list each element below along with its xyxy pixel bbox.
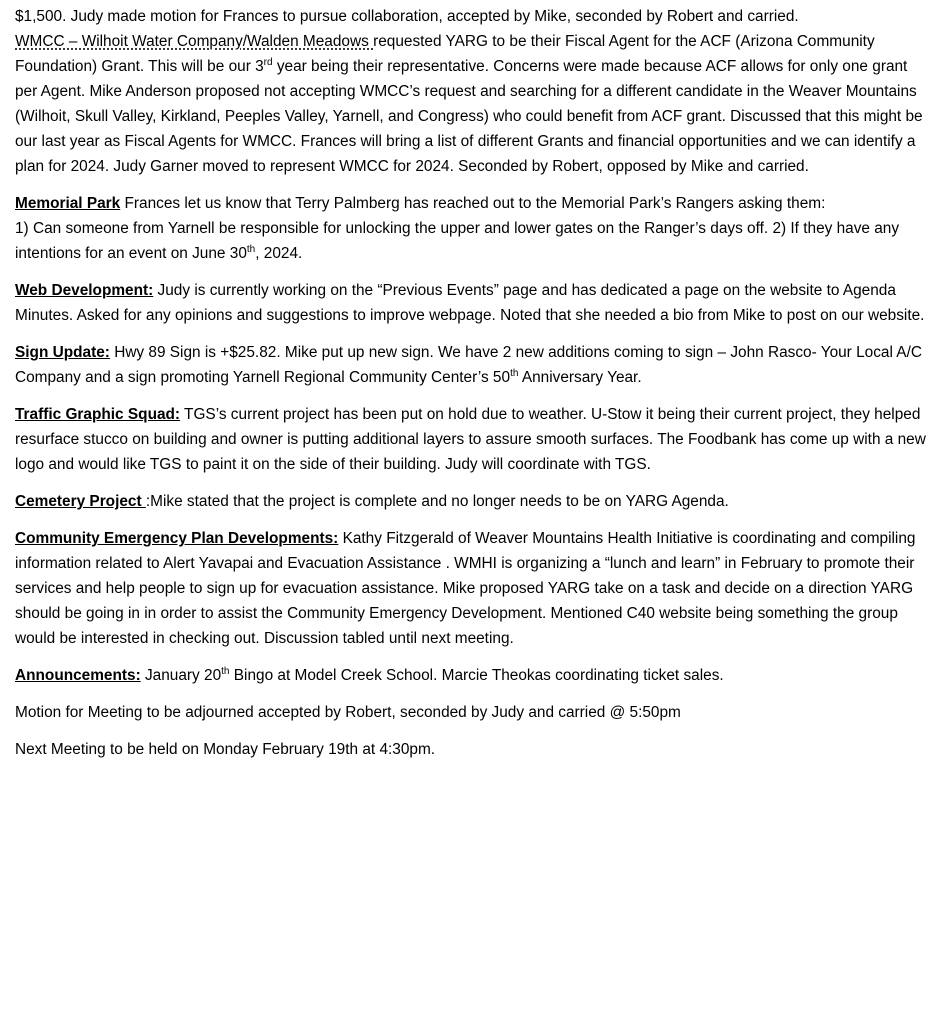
emergency-text: Kathy Fitzgerald of Weaver Mountains Health Initiative is coordinating and compiling information related to Alert Yavapai and Evacuation Assistance . WMHI is organizing a “lunch and learn” in February to promote their services and help people to sign up for evacuation assistance. Mike proposed YARG take on a task and decide on a direction YARG should be going in in order to assist the Community Emergency Development. Mentioned C40 website being something the group would be interested in checking out. Discussion tabled until next meeting. <box>15 530 916 647</box>
web-heading: Web Development: <box>15 282 154 299</box>
wmcc-sup: rd <box>263 56 273 68</box>
traffic-heading: Traffic Graphic Squad: <box>15 406 181 423</box>
announcements-section <box>15 663 929 688</box>
intro-paragraph <box>15 4 929 179</box>
cemetery-section <box>15 489 929 514</box>
web-text: Judy is currently working on the “Previous Events” page and has dedicated a page on the website to Agenda Minutes. Asked for any opinions and suggestions to improve webpage. Noted that she needed a bio from Mike to post on our website. <box>15 282 925 324</box>
announcements-sup: th <box>221 665 230 677</box>
web-section <box>15 278 929 328</box>
memorial-section <box>15 191 929 266</box>
wmcc-text-b: year being their representative. Concerns were made because ACF allows for only one grant per Agent. Mike Anderson proposed not accepting WMCC’s request and searching for a different candidate in the Weaver Mountains (Wilhoit, Skull Valley, Kirkland, Peeples Valley, Yarnell, and Congress) who could benefit from ACF grant. Discussed that this might be our last year as Fiscal Agents for WMCC. Frances will bring a list of different Grants and financial opportunities and we can identify a plan for 2024. Judy Garner moved to represent WMCC for 2024. Seconded by Robert, opposed by Mike and carried. <box>15 58 923 175</box>
traffic-text: TGS’s current project has been put on hold due to weather. U-Stow it being their current project, they helped resurface stucco on building and owner is putting additional layers to assure smooth surfaces. The Foodbank has come up with a new logo and would like TGS to paint it on the side of their building. Judy will coordinate with TGS. <box>15 406 926 473</box>
wmcc-text-a: requested YARG to be their Fiscal Agent for the ACF (Arizona Community Foundation) Grant. This will be our 3 <box>15 33 875 75</box>
sign-text-a: Hwy 89 Sign is +$25.82. Mike put up new sign. We have 2 new additions coming to sign – John Rasco- Your Local A/C Company and a sign promoting Yarnell Regional Community Center’s 50 <box>15 344 922 386</box>
announcements-text-b: Bingo at Model Creek School. Marcie Theokas coordinating ticket sales. <box>229 667 724 684</box>
cemetery-heading: Cemetery Project <box>15 493 146 510</box>
wmcc-link[interactable]: WMCC – Wilhoit Water Company/Walden Meadows <box>15 33 374 50</box>
traffic-section <box>15 402 929 477</box>
sign-section <box>15 340 929 390</box>
sign-text-b: Anniversary Year. <box>518 369 642 386</box>
sign-heading: Sign Update: <box>15 344 110 361</box>
memorial-text: Frances let us know that Terry Palmberg has reached out to the Memorial Park’s Rangers asking them: <box>120 195 826 212</box>
memorial-sup: th <box>246 243 256 255</box>
emergency-section <box>15 526 929 651</box>
sign-sup: th <box>510 367 519 379</box>
intro-text: $1,500. Judy made motion for Frances to pursue collaboration, accepted by Mike, seconded by Robert and carried. <box>15 8 799 25</box>
next-meeting-paragraph: Next Meeting to be held on Monday February 19th at 4:30pm. <box>15 741 436 758</box>
cemetery-text: :Mike stated that the project is complete and no longer needs to be on YARG Agenda. <box>145 493 729 510</box>
announcements-heading: Announcements: <box>15 667 141 684</box>
adjourn-paragraph: Motion for Meeting to be adjourned accepted by Robert, seconded by Judy and carried @ 5:50pm <box>15 704 681 721</box>
memorial-line2-a: 1) Can someone from Yarnell be responsible for unlocking the upper and lower gates on the Ranger’s days off. 2) If they have any intentions for an event on June 30 <box>15 220 900 262</box>
memorial-heading: Memorial Park <box>15 195 121 212</box>
memorial-line2-b: , 2024. <box>255 245 303 262</box>
announcements-text-a: January 20 <box>140 667 222 684</box>
emergency-heading: Community Emergency Plan Developments: <box>15 530 339 547</box>
